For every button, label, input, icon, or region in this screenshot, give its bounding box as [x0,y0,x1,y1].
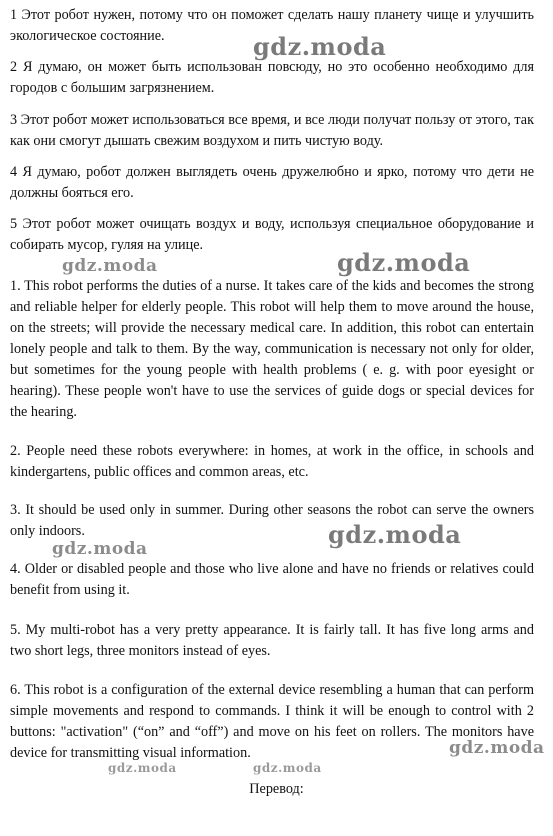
watermark: gdz.moda [253,761,322,775]
paragraph-en-5: 5. My multi-robot has a very pretty appearance. It is fairly tall. It has five long arms and two short legs, three monitors instead of eyes. [10,622,534,659]
paragraph-ru-2: 2 Я думаю, он может быть использован повсюду, но это особенно необходимо для городов с большим загрязнением. [10,59,534,96]
paragraph-en-1: 1. This robot performs the duties of a nurse. It takes care of the kids and becomes the strong and reliable helper for elderly people. This robot will help them to move around the house, on the streets; will provide the necessary medical care. In addition, this robot can entertain lonely people and talk to them. By the way, communication is necessary not only for older, but sometimes for the young people with health problems ( e. g. with poor eyesight or hearing). These people won't have to use the services of guide dogs or special devices for the hearing. [10,278,534,420]
watermark: gdz.moda [449,738,545,758]
paragraph-ru-4: 4 Я думаю, робот должен выглядеть очень дружелюбно и ярко, потому что дети не должны бояться его. [10,164,534,201]
paragraph-en-2: 2. People need these robots everywhere: in homes, at work in the office, in schools and kindergartens, public offices and common areas, etc. [10,443,534,480]
watermark: gdz.moda [52,539,148,559]
paragraph-ru-3: 3 Этот робот может использоваться все время, и все люди получат пользу от этого, так как они смогут дышать свежим воздухом и пить чистую воду. [10,112,534,149]
paragraph-ru-5: 5 Этот робот может очищать воздух и воду, используя специальное оборудование и собирать мусор, гуляя на улице. [10,216,534,253]
watermark: gdz.moda [62,256,158,276]
translation-label: Перевод: [249,781,304,797]
watermark: gdz.moda [108,761,177,775]
watermark: gdz.moda [253,32,387,61]
watermark: gdz.moda [328,520,462,549]
paragraph-en-4: 4. Older or disabled people and those who live alone and have no friends or relatives could benefit from using it. [10,561,534,598]
paragraph-en-6: 6. This robot is a configuration of the external device resembling a human that can perform simple movements and respond to commands. I think it will be enough to control with 2 buttons: "activation" (“on” and “off”) and move on his feet on rollers. The monitors have device for transmitting visual information. [10,682,534,761]
watermark: gdz.moda [337,248,471,277]
paragraph-ru-1: 1 Этот робот нужен, потому что он поможет сделать нашу планету чище и улучшить экологическое состояние. [10,7,534,44]
paragraph-en-3: 3. It should be used only in summer. During other seasons the robot can serve the owners only indoors. [10,502,534,539]
